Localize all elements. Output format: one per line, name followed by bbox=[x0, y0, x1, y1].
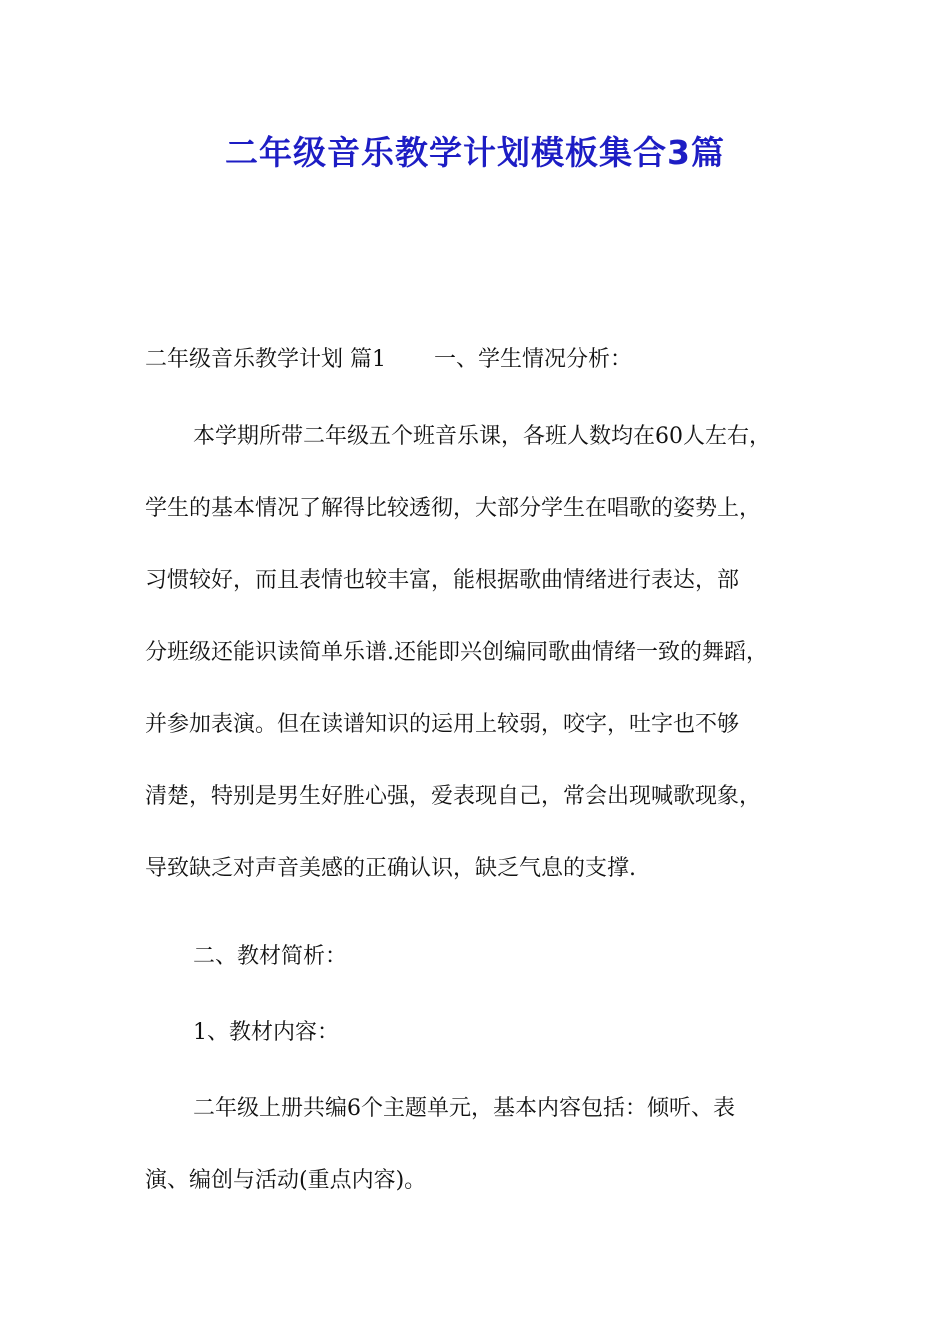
paragraph-line-6: 清楚，特别是男生好胜心强，爱表现自己，常会出现喊歌现象， bbox=[145, 784, 762, 809]
student-analysis-heading: 一、学生情况分析： bbox=[434, 347, 633, 372]
paragraph-line-7: 导致缺乏对声音美感的正确认识，缺乏气息的支撑. bbox=[145, 856, 636, 881]
document-title: 二年级音乐教学计划模板集合3篇 bbox=[225, 133, 725, 172]
textbook-analysis-heading: 二、教材简析： bbox=[193, 944, 348, 969]
section-heading: 二年级音乐教学计划 篇1 bbox=[145, 347, 386, 372]
textbook-content-heading: 1、教材内容： bbox=[193, 1020, 339, 1045]
section-heading-line bbox=[145, 345, 835, 375]
paragraph-line-5: 并参加表演。但在读谱知识的运用上较弱，咬字，吐字也不够 bbox=[145, 712, 740, 737]
paragraph-line-2: 学生的基本情况了解得比较透彻，大部分学生在唱歌的姿势上， bbox=[145, 496, 762, 521]
paragraph-line-1: 本学期所带二年级五个班音乐课，各班人数均在60人左右， bbox=[193, 424, 771, 449]
textbook-content-line-2: 演、编创与活动(重点内容)。 bbox=[145, 1168, 427, 1193]
paragraph-line-4: 分班级还能识读简单乐谱.还能即兴创编同歌曲情绪一致的舞蹈， bbox=[145, 640, 768, 665]
textbook-content-line-1: 二年级上册共编6个主题单元，基本内容包括：倾听、表 bbox=[193, 1096, 735, 1121]
paragraph-line-3: 习惯较好，而且表情也较丰富，能根据歌曲情绪进行表达，部 bbox=[145, 568, 740, 593]
